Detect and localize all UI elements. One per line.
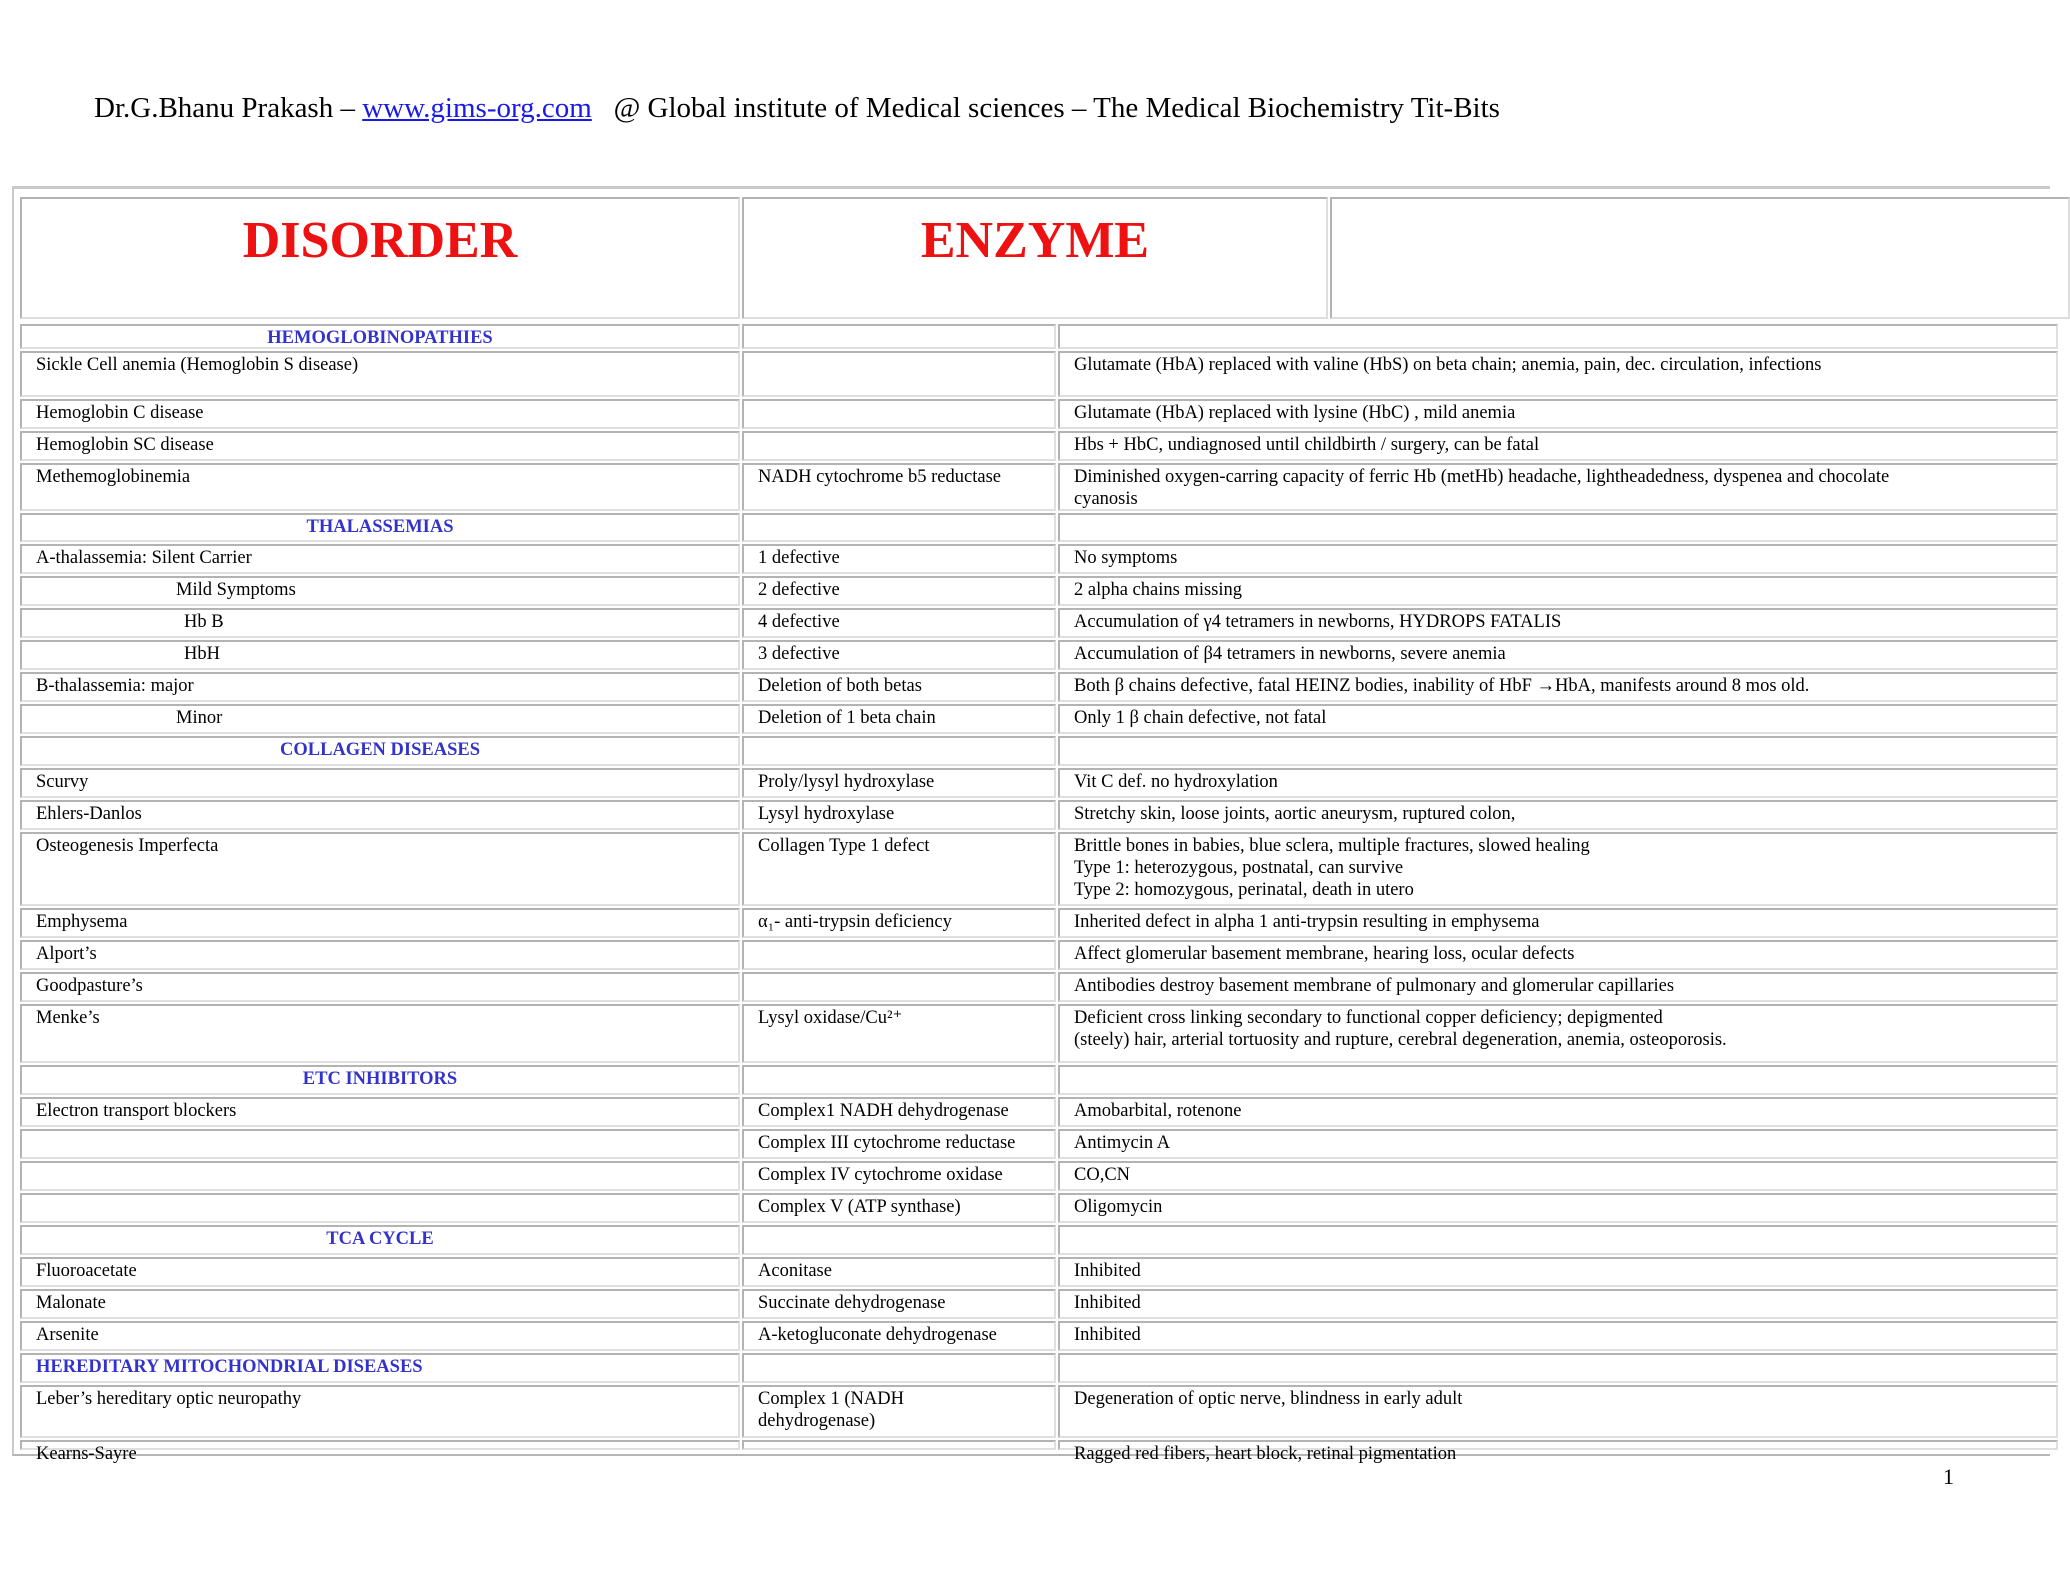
notes-text: Oligomycin: [1074, 1197, 1163, 1217]
enzyme-text: Complex 1 (NADH dehydrogenase): [758, 1389, 904, 1431]
disorder-text: Osteogenesis Imperfecta: [36, 836, 219, 856]
section-heading: [20, 1065, 740, 1095]
disorder-cell: [20, 608, 740, 638]
notes-cell: [1058, 513, 2058, 542]
notes-text: Glutamate (HbA) replaced with lysine (HbC) , mild anemia: [1074, 403, 1516, 423]
disorder-text: HEREDITARY MITOCHONDRIAL DISEASES: [36, 1357, 423, 1377]
disorder-text: Fluoroacetate: [36, 1261, 137, 1281]
disorder-cell: [20, 1004, 740, 1063]
notes-text: Inherited defect in alpha 1 anti-trypsin resulting in emphysema: [1074, 912, 1540, 932]
title-row: [12, 186, 2050, 323]
notes-cell: [1058, 832, 2058, 906]
notes-cell: [1058, 608, 2058, 638]
notes-cell: [1058, 1440, 2058, 1464]
disorder-text: Ehlers-Danlos: [36, 804, 142, 824]
notes-cell: [1058, 576, 2058, 606]
notes-text: Antimycin A: [1074, 1133, 1171, 1153]
section-heading: [20, 1225, 740, 1255]
notes-text: Ragged red fibers, heart block, retinal pigmentation: [1074, 1444, 1457, 1464]
notes-cell: [1058, 1097, 2058, 1127]
notes-text: Both β chains defective, fatal HEINZ bodies, inability of HbF →HbA, manifests around 8 mos old.: [1074, 676, 1810, 696]
notes-text: Amobarbital, rotenone: [1074, 1101, 1242, 1121]
section-heading: [20, 324, 740, 349]
enzyme-cell: [742, 640, 1056, 670]
enzyme-text: Lysyl hydroxylase: [758, 804, 895, 824]
enzyme-cell: [742, 1161, 1056, 1191]
notes-cell: [1058, 399, 2058, 429]
section-heading: [20, 513, 740, 542]
disorder-cell: [20, 672, 740, 702]
notes-cell: [1058, 704, 2058, 734]
notes-text: Hbs + HbC, undiagnosed until childbirth / surgery, can be fatal: [1074, 435, 1540, 455]
notes-text: Glutamate (HbA) replaced with valine (HbS) on beta chain; anemia, pain, dec. circulation, infections: [1074, 355, 1822, 375]
disorder-text: TCA CYCLE: [326, 1229, 434, 1249]
disorder-text: Minor: [176, 708, 223, 728]
notes-text: No symptoms: [1074, 548, 1178, 568]
disorder-table: [12, 320, 2050, 1464]
disorder-cell: [20, 399, 740, 429]
enzyme-text: 2 defective: [758, 580, 840, 600]
notes-text: 2 alpha chains missing: [1074, 580, 1243, 600]
enzyme-cell: [742, 1440, 1056, 1450]
notes-cell: [1058, 800, 2058, 830]
enzyme-text: Collagen Type 1 defect: [758, 836, 930, 856]
enzyme-cell: [742, 431, 1056, 461]
enzyme-cell: [742, 1321, 1056, 1351]
enzyme-text: Proly/lysyl hydroxylase: [758, 772, 935, 792]
enzyme-cell: [742, 463, 1056, 511]
header-institute: @ Global institute of Medical sciences – The Medical Biochemistry Tit-Bits: [591, 92, 1500, 124]
enzyme-text: 3 defective: [758, 644, 840, 664]
enzyme-cell: [742, 1385, 1056, 1438]
disorder-text: Electron transport blockers: [36, 1101, 237, 1121]
enzyme-cell: [742, 736, 1056, 766]
disorder-cell: [20, 1289, 740, 1319]
disorder-cell: [20, 1161, 740, 1191]
notes-text: Vit C def. no hydroxylation: [1074, 772, 1278, 792]
disorder-cell: [20, 908, 740, 938]
disorder-text: Leber’s hereditary optic neuropathy: [36, 1389, 302, 1409]
enzyme-cell: [742, 544, 1056, 574]
enzyme-text: Complex V (ATP synthase): [758, 1197, 961, 1217]
notes-cell: [1058, 1289, 2058, 1319]
notes-cell: [1058, 1321, 2058, 1351]
disorder-column-header: [20, 197, 740, 319]
disorder-text: Alport’s: [36, 944, 97, 964]
enzyme-cell: [742, 1129, 1056, 1159]
disorder-cell: [20, 431, 740, 461]
disorder-cell: [20, 972, 740, 1002]
notes-text: Affect glomerular basement membrane, hearing loss, ocular defects: [1074, 944, 1575, 964]
disorder-heading: DISORDER: [242, 212, 518, 269]
disorder-text: Hemoglobin SC disease: [36, 435, 214, 455]
enzyme-cell: [742, 972, 1056, 1002]
enzyme-cell: [742, 1065, 1056, 1095]
disorder-text: A-thalassemia: Silent Carrier: [36, 548, 252, 568]
page-header: [94, 92, 1500, 125]
notes-cell: [1058, 1161, 2058, 1191]
disorder-cell: [20, 1321, 740, 1351]
notes-cell: [1058, 1257, 2058, 1287]
enzyme-cell: [742, 908, 1056, 938]
notes-cell: [1058, 351, 2058, 397]
disorder-cell: [20, 544, 740, 574]
enzyme-text: Complex1 NADH dehydrogenase: [758, 1101, 1009, 1121]
notes-text: Degeneration of optic nerve, blindness in early adult: [1074, 1389, 1463, 1409]
disorder-text: Methemoglobinemia: [36, 467, 191, 487]
enzyme-text: α₁- anti-trypsin deficiency: [758, 912, 952, 932]
enzyme-cell: [742, 1193, 1056, 1223]
disorder-text: B-thalassemia: major: [36, 676, 194, 696]
notes-text: Accumulation of γ4 tetramers in newborns, HYDROPS FATALIS: [1074, 612, 1562, 632]
disorder-text: Hb B: [184, 612, 224, 632]
enzyme-column-header: [742, 197, 1328, 319]
notes-cell: [1058, 672, 2058, 702]
disorder-cell: [20, 1129, 740, 1159]
notes-cell: [1058, 1385, 2058, 1438]
section-heading: [20, 1353, 740, 1383]
notes-text: CO,CN: [1074, 1165, 1131, 1185]
enzyme-cell: [742, 672, 1056, 702]
enzyme-text: A-ketogluconate dehydrogenase: [758, 1325, 997, 1345]
disorder-cell: [20, 768, 740, 798]
enzyme-text: Complex IV cytochrome oxidase: [758, 1165, 1003, 1185]
section-heading: [20, 736, 740, 766]
notes-column-header: [1330, 197, 2070, 319]
disorder-cell: [20, 351, 740, 397]
disorder-cell: [20, 800, 740, 830]
disorder-cell: [20, 1257, 740, 1287]
notes-cell: [1058, 1353, 2058, 1383]
enzyme-text: NADH cytochrome b5 reductase: [758, 467, 1001, 487]
notes-cell: [1058, 640, 2058, 670]
enzyme-text: Complex III cytochrome reductase: [758, 1133, 1016, 1153]
enzyme-cell: [742, 608, 1056, 638]
notes-text: Antibodies destroy basement membrane of pulmonary and glomerular capillaries: [1074, 976, 1675, 996]
enzyme-cell: [742, 1289, 1056, 1319]
disorder-text: Scurvy: [36, 772, 89, 792]
notes-cell: [1058, 324, 2058, 349]
enzyme-cell: [742, 940, 1056, 970]
enzyme-cell: [742, 351, 1056, 397]
disorder-text: HEMOGLOBINOPATHIES: [267, 328, 493, 348]
enzyme-text: Deletion of 1 beta chain: [758, 708, 936, 728]
notes-cell: [1058, 1065, 2058, 1095]
page-number: 1: [1943, 1464, 1954, 1489]
enzyme-cell: [742, 1097, 1056, 1127]
enzyme-cell: [742, 1353, 1056, 1383]
disorder-text: Hemoglobin C disease: [36, 403, 204, 423]
notes-cell: [1058, 544, 2058, 574]
disorder-cell: [20, 1385, 740, 1438]
notes-cell: [1058, 463, 2058, 511]
disorder-text: THALASSEMIAS: [306, 517, 454, 537]
disorder-cell: [20, 463, 740, 511]
notes-text: Diminished oxygen-carring capacity of ferric Hb (metHb) headache, lightheadedness, dyspenea and chocolate cyanosis: [1074, 467, 1890, 509]
disorder-cell: [20, 704, 740, 734]
disorder-cell: [20, 1097, 740, 1127]
disorder-text: Sickle Cell anemia (Hemoglobin S disease): [36, 355, 359, 375]
enzyme-cell: [742, 768, 1056, 798]
disorder-cell: [20, 576, 740, 606]
enzyme-cell: [742, 1257, 1056, 1287]
notes-cell: [1058, 1004, 2058, 1063]
enzyme-text: Aconitase: [758, 1261, 832, 1281]
disorder-text: Mild Symptoms: [176, 580, 296, 600]
enzyme-text: 1 defective: [758, 548, 840, 568]
notes-cell: [1058, 908, 2058, 938]
disorder-text: ETC INHIBITORS: [302, 1069, 458, 1089]
notes-text: Brittle bones in babies, blue sclera, multiple fractures, slowed healing Type 1: heterozygous, postnatal, can survive Type 2: homozygous, perinatal, death in utero: [1074, 836, 1590, 900]
notes-cell: [1058, 940, 2058, 970]
enzyme-text: Succinate dehydrogenase: [758, 1293, 946, 1313]
notes-cell: [1058, 1225, 2058, 1255]
enzyme-cell: [742, 399, 1056, 429]
disorder-cell: [20, 940, 740, 970]
disorder-text: Emphysema: [36, 912, 128, 932]
disorder-text: COLLAGEN DISEASES: [280, 740, 480, 760]
enzyme-text: 4 defective: [758, 612, 840, 632]
enzyme-cell: [742, 576, 1056, 606]
enzyme-cell: [742, 800, 1056, 830]
notes-text: Inhibited: [1074, 1293, 1141, 1313]
notes-text: Inhibited: [1074, 1261, 1141, 1281]
header-author: Dr.G.Bhanu Prakash –: [94, 92, 363, 124]
enzyme-text: Lysyl oxidase/Cu²⁺: [758, 1008, 903, 1028]
notes-text: Stretchy skin, loose joints, aortic aneurysm, ruptured colon,: [1074, 804, 1516, 824]
disorder-cell: [20, 832, 740, 906]
notes-cell: [1058, 972, 2058, 1002]
disorder-cell: [20, 1440, 740, 1464]
enzyme-cell: [742, 832, 1056, 906]
disorder-text: Arsenite: [36, 1325, 99, 1345]
enzyme-text: Deletion of both betas: [758, 676, 922, 696]
notes-text: Only 1 β chain defective, not fatal: [1074, 708, 1327, 728]
disorder-text: Menke’s: [36, 1008, 100, 1028]
enzyme-cell: [742, 1004, 1056, 1063]
disorder-text: Goodpasture’s: [36, 976, 143, 996]
enzyme-cell: [742, 1225, 1056, 1255]
notes-cell: [1058, 768, 2058, 798]
enzyme-cell: [742, 324, 1056, 349]
disorder-text: HbH: [184, 644, 220, 664]
disorder-cell: [20, 640, 740, 670]
notes-cell: [1058, 1129, 2058, 1159]
notes-text: Deficient cross linking secondary to functional copper deficiency; depigmented (steely) hair, arterial tortuosity and rupture, cerebral degeneration, anemia, osteoporosis.: [1074, 1008, 1727, 1050]
disorder-text: Malonate: [36, 1293, 106, 1313]
header-website-link[interactable]: www.gims-org.com: [362, 92, 592, 124]
disorder-cell: [20, 1193, 740, 1223]
enzyme-cell: [742, 513, 1056, 542]
notes-cell: [1058, 736, 2058, 766]
enzyme-cell: [742, 704, 1056, 734]
notes-text: Accumulation of β4 tetramers in newborns, severe anemia: [1074, 644, 1506, 664]
notes-text: Inhibited: [1074, 1325, 1141, 1345]
notes-cell: [1058, 1193, 2058, 1223]
notes-cell: [1058, 431, 2058, 461]
enzyme-heading: ENZYME: [920, 212, 1150, 269]
disorder-text: Kearns-Sayre: [36, 1444, 137, 1464]
